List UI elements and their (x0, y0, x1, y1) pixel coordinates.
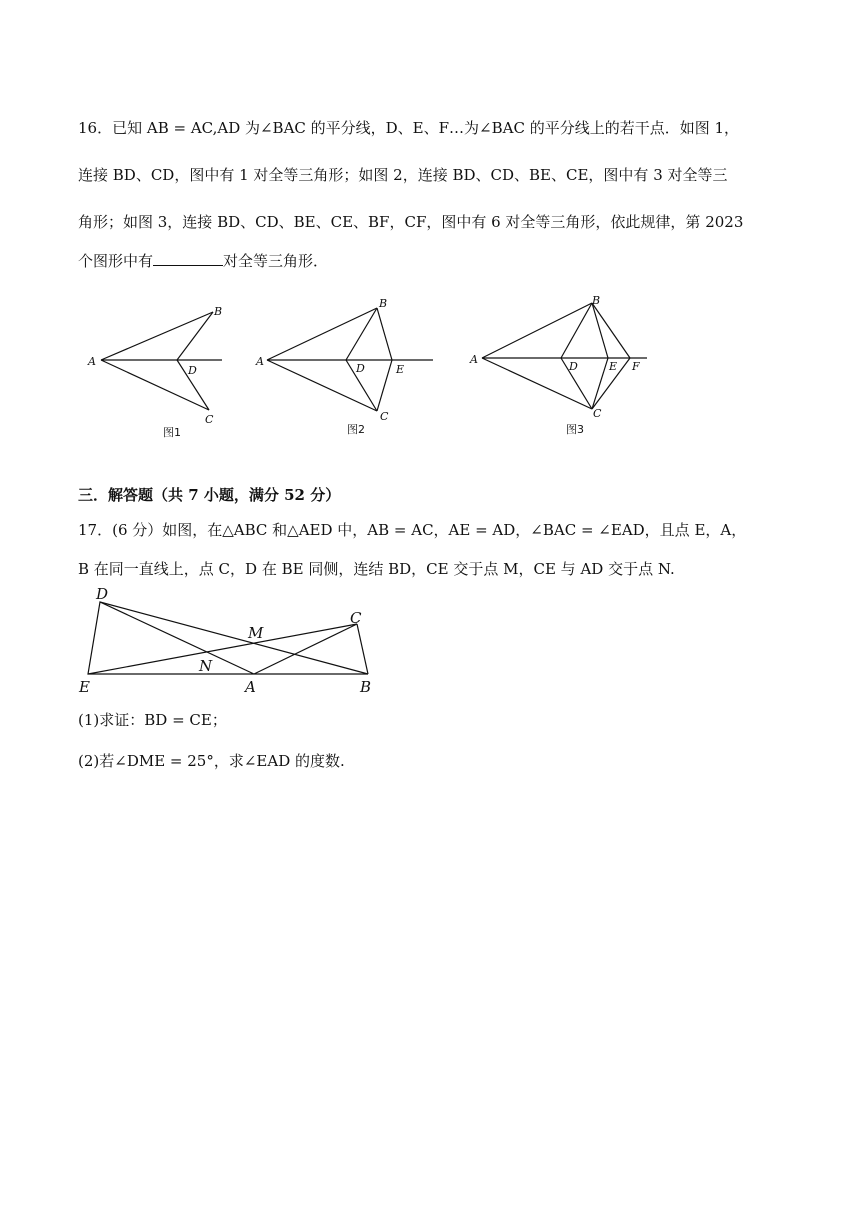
point-label-c: C (350, 609, 362, 627)
point-label-e: E (396, 363, 405, 376)
figure-caption: 图1 (163, 426, 181, 439)
segment-be (377, 308, 392, 360)
point-label-a: A (256, 355, 264, 368)
point-label-m: M (248, 624, 264, 642)
segment-bc (357, 624, 368, 674)
q16-line-1: 16．已知 AB = AC,AD 为∠BAC 的平分线，D、E、F…为∠BAC 的平分线上的若干点．如图 1， (78, 119, 740, 137)
point-label-a: A (470, 353, 478, 366)
point-label-a: A (245, 678, 256, 696)
point-label-b: B (360, 678, 372, 696)
figure-caption: 图3 (566, 423, 584, 436)
q16-line-4-suffix: 对全等三角形． (223, 252, 329, 270)
q16-line-4 (78, 250, 788, 271)
segment-bf (592, 303, 630, 358)
q16-line-4-prefix: 个图形中有 (78, 252, 154, 270)
q16-line-3: 角形；如图 3，连接 BD、CD、BE、CE、BF，CF，图中有 6 对全等三角形，依此规律，第 2023 (78, 213, 744, 231)
point-label-d: D (569, 360, 578, 373)
segment-ab (101, 312, 213, 360)
point-label-f: F (632, 360, 640, 373)
point-label-e: E (79, 678, 90, 696)
point-label-b: B (214, 305, 223, 318)
section-heading: 三．解答题（共 7 小题，满分 52 分） (78, 486, 341, 504)
point-label-d: D (356, 362, 365, 375)
figure-2 (255, 292, 445, 436)
q16-line-2: 连接 BD、CD，图中有 1 对全等三角形；如图 2，连接 BD、CD、BE、CE，图中有 3 对全等三 (78, 166, 728, 184)
point-label-c: C (380, 410, 389, 423)
q17-line-2: B 在同一直线上，点 C，D 在 BE 同侧，连结 BD，CE 交于点 M，CE 与 AD 交于点 N. (78, 560, 675, 578)
point-label-c: C (593, 407, 602, 420)
segment-ce (377, 360, 392, 411)
triangle-aed (88, 602, 254, 674)
segment-ab (267, 308, 377, 360)
figure-3 (465, 291, 665, 441)
point-label-c: C (205, 413, 214, 426)
point-label-n: N (199, 657, 213, 675)
figure-caption: 图2 (347, 423, 365, 436)
point-label-d: D (188, 364, 197, 377)
point-label-b: B (592, 294, 601, 307)
segment-ce (592, 358, 608, 409)
point-label-e: E (609, 360, 618, 373)
point-label-d: D (96, 585, 109, 603)
segment-ab (482, 303, 592, 358)
q17-line-1: 17．(6 分）如图，在△ABC 和△AED 中，AB = AC，AE = AD，∠BAC = ∠EAD，且点 E，A， (78, 521, 747, 539)
segment-ce (88, 624, 357, 674)
figure-1 (85, 300, 245, 440)
point-label-b: B (379, 297, 388, 310)
point-label-a: A (88, 355, 96, 368)
figure-q17 (72, 580, 392, 695)
segment-be (592, 303, 608, 358)
q17-part-1: (1)求证：BD = CE； (78, 711, 227, 729)
q17-part-2: (2)若∠DME = 25°，求∠EAD 的度数. (78, 752, 345, 770)
answer-blank (153, 251, 223, 266)
